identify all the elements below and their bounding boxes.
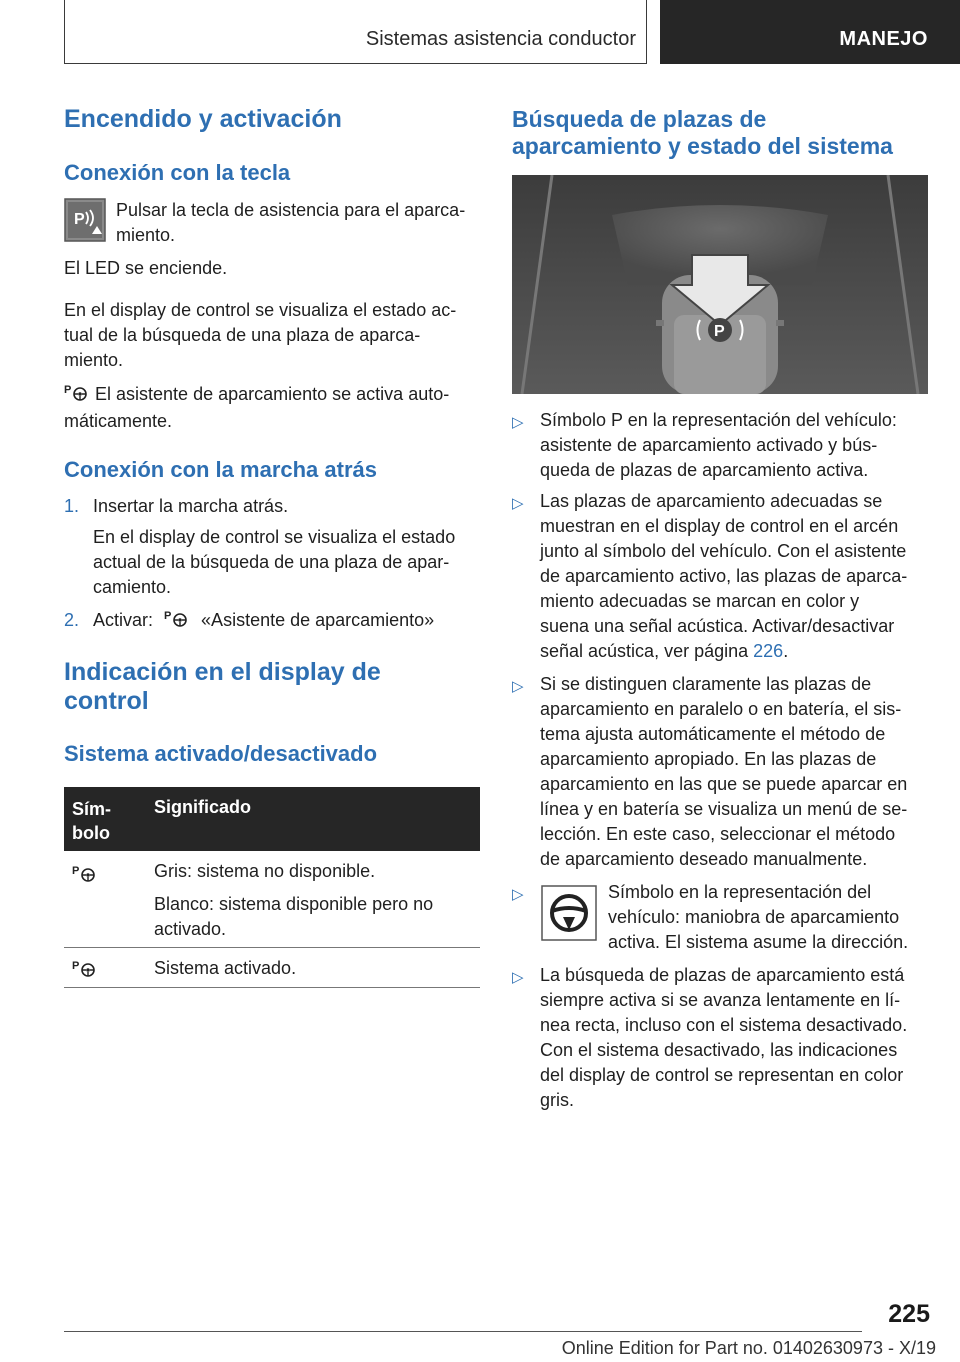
step-1-sub-line-3: camiento. <box>93 577 172 597</box>
step-2-menu-item: «Asistente de aparcamiento» <box>201 610 435 630</box>
table-col-meaning: Significado <box>154 797 252 817</box>
pulsar-line-2: miento. <box>116 225 176 245</box>
b2-line-1: Las plazas de aparcamiento adecuadas se <box>540 491 883 511</box>
bullet-marker: ▷ <box>512 495 524 512</box>
pulsar-line-1: Pulsar la tecla de asistencia para el aparca- <box>116 200 466 220</box>
svg-text:P: P <box>74 211 85 228</box>
svg-text:P: P <box>72 865 80 877</box>
park-assist-icon <box>164 608 190 635</box>
bullet-marker: ▷ <box>512 969 524 986</box>
heading-busqueda-line-1: Búsqueda de plazas de <box>512 106 767 132</box>
b5-line-1: La búsqueda de plazas de aparcamiento está <box>540 965 905 985</box>
symbol-table <box>64 787 480 988</box>
bullet-marker: ▷ <box>512 678 524 695</box>
display-line-1: En el display de control se visualiza el estado ac- <box>64 300 457 320</box>
b3-line-2: aparcamiento en paralelo o en batería, el sis- <box>540 699 902 719</box>
b1-line-2: asistente de aparcamiento activado y bús- <box>540 435 878 455</box>
row-1-line-3: activado. <box>154 919 227 939</box>
step-1-sub-line-2: actual de la búsqueda de una plaza de apar- <box>93 552 450 572</box>
display-line-3: miento. <box>64 350 124 370</box>
display-line-2: tual de la búsqueda de una plaza de aparca- <box>64 325 421 345</box>
row-1-line-1: Gris: sistema no disponible. <box>154 861 376 881</box>
svg-text:P: P <box>64 384 72 396</box>
chapter-tab-label: MANEJO <box>839 28 928 50</box>
b5-line-2: siempre activa si se avanza lentamente en lí- <box>540 990 901 1010</box>
b4-line-3: activa. El sistema asume la dirección. <box>608 932 909 952</box>
b2-line-4: de aparcamiento activo, las plazas de aparca- <box>540 566 908 586</box>
park-assist-gray-icon <box>72 863 98 888</box>
b3-line-3: tema ajusta automáticamente el método de <box>540 724 886 744</box>
step-2-number: 2. <box>64 610 80 630</box>
parking-display-image <box>512 175 928 394</box>
steering-wheel-icon <box>541 885 597 941</box>
b5-line-3: nea recta, incluso con el sistema desactivado. <box>540 1015 908 1035</box>
row-1-line-2: Blanco: sistema disponible pero no <box>154 894 434 914</box>
b1-line-1: Símbolo P en la representación del vehículo: <box>540 410 897 430</box>
b3-line-8: de aparcamiento deseado manualmente. <box>540 849 868 869</box>
b4-line-1: Símbolo en la representación del <box>608 882 872 902</box>
park-assist-icon <box>64 382 90 409</box>
heading-indicacion-line-1: Indicación en el display de <box>64 658 381 686</box>
footer-edition: Online Edition for Part no. 01402630973 - X/19 <box>561 1338 936 1358</box>
step-1-number: 1. <box>64 496 80 516</box>
b1-line-3: queda de plazas de aparcamiento activa. <box>540 460 869 480</box>
heading-conexion-tecla: Conexión con la tecla <box>64 160 291 185</box>
b2-line-7: señal acústica, ver página <box>540 641 754 661</box>
heading-encendido: Encendido y activación <box>64 105 342 133</box>
table-row <box>64 948 480 988</box>
table-col-symbol-line-2: bolo <box>72 823 110 843</box>
heading-busqueda-line-2: aparcamiento y estado del sistema <box>512 133 893 159</box>
step-1-text: Insertar la marcha atrás. <box>93 496 289 516</box>
step-2-label: Activar: <box>93 610 154 630</box>
table-row <box>64 851 480 948</box>
park-assist-active-icon <box>72 958 98 983</box>
b5-line-5: del display de control se representan en color <box>540 1065 904 1085</box>
bullet-marker: ▷ <box>512 414 524 431</box>
b5-line-4: Con el sistema desactivado, las indicaciones <box>540 1040 898 1060</box>
asistente-line-1: El asistente de aparcamiento se activa auto- <box>95 384 450 404</box>
table-col-symbol-line-1: Sím- <box>72 799 112 819</box>
b5-line-6: gris. <box>540 1090 575 1110</box>
step-1-sub-line-1: En el display de control se visualiza el estado <box>93 527 456 547</box>
b3-line-5: aparcamiento en las que se puede aparcar en <box>540 774 908 794</box>
page-link[interactable]: 226 <box>753 641 784 661</box>
b2-line-3: junto al símbolo del vehículo. Con el asistente <box>540 541 907 561</box>
led-text: El LED se enciende. <box>64 258 228 278</box>
table-header <box>64 787 480 851</box>
footer-divider <box>64 1331 862 1332</box>
b3-line-4: aparcamiento apropiado. En las plazas de <box>540 749 877 769</box>
bullet-marker: ▷ <box>512 886 524 903</box>
page-number: 225 <box>888 1300 930 1328</box>
heading-conexion-marcha: Conexión con la marcha atrás <box>64 457 377 482</box>
b3-line-7: lección. En este caso, seleccionar el método <box>540 824 896 844</box>
b2-line-5: miento adecuadas se marcan en color y <box>540 591 860 611</box>
svg-text:P: P <box>164 610 172 622</box>
b4-line-2: vehículo: maniobra de aparcamiento <box>608 907 900 927</box>
row-2-line-1: Sistema activado. <box>154 958 297 978</box>
asistente-line-2: máticamente. <box>64 411 173 431</box>
b3-line-6: línea y en batería se visualiza un menú de se- <box>540 799 908 819</box>
heading-indicacion-line-2: control <box>64 687 149 715</box>
park-assist-button-icon <box>64 198 106 242</box>
b2-line-2: muestran en el display de control en el arcén <box>540 516 899 536</box>
section-title: Sistemas asistencia conductor <box>365 28 636 50</box>
b3-line-1: Si se distinguen claramente las plazas de <box>540 674 872 694</box>
svg-text:P: P <box>72 960 80 972</box>
heading-sistema: Sistema activado/desactivado <box>64 741 378 766</box>
b2-line-6: suena una señal acústica. Activar/desactivar <box>540 616 895 636</box>
svg-text:P: P <box>714 323 725 340</box>
